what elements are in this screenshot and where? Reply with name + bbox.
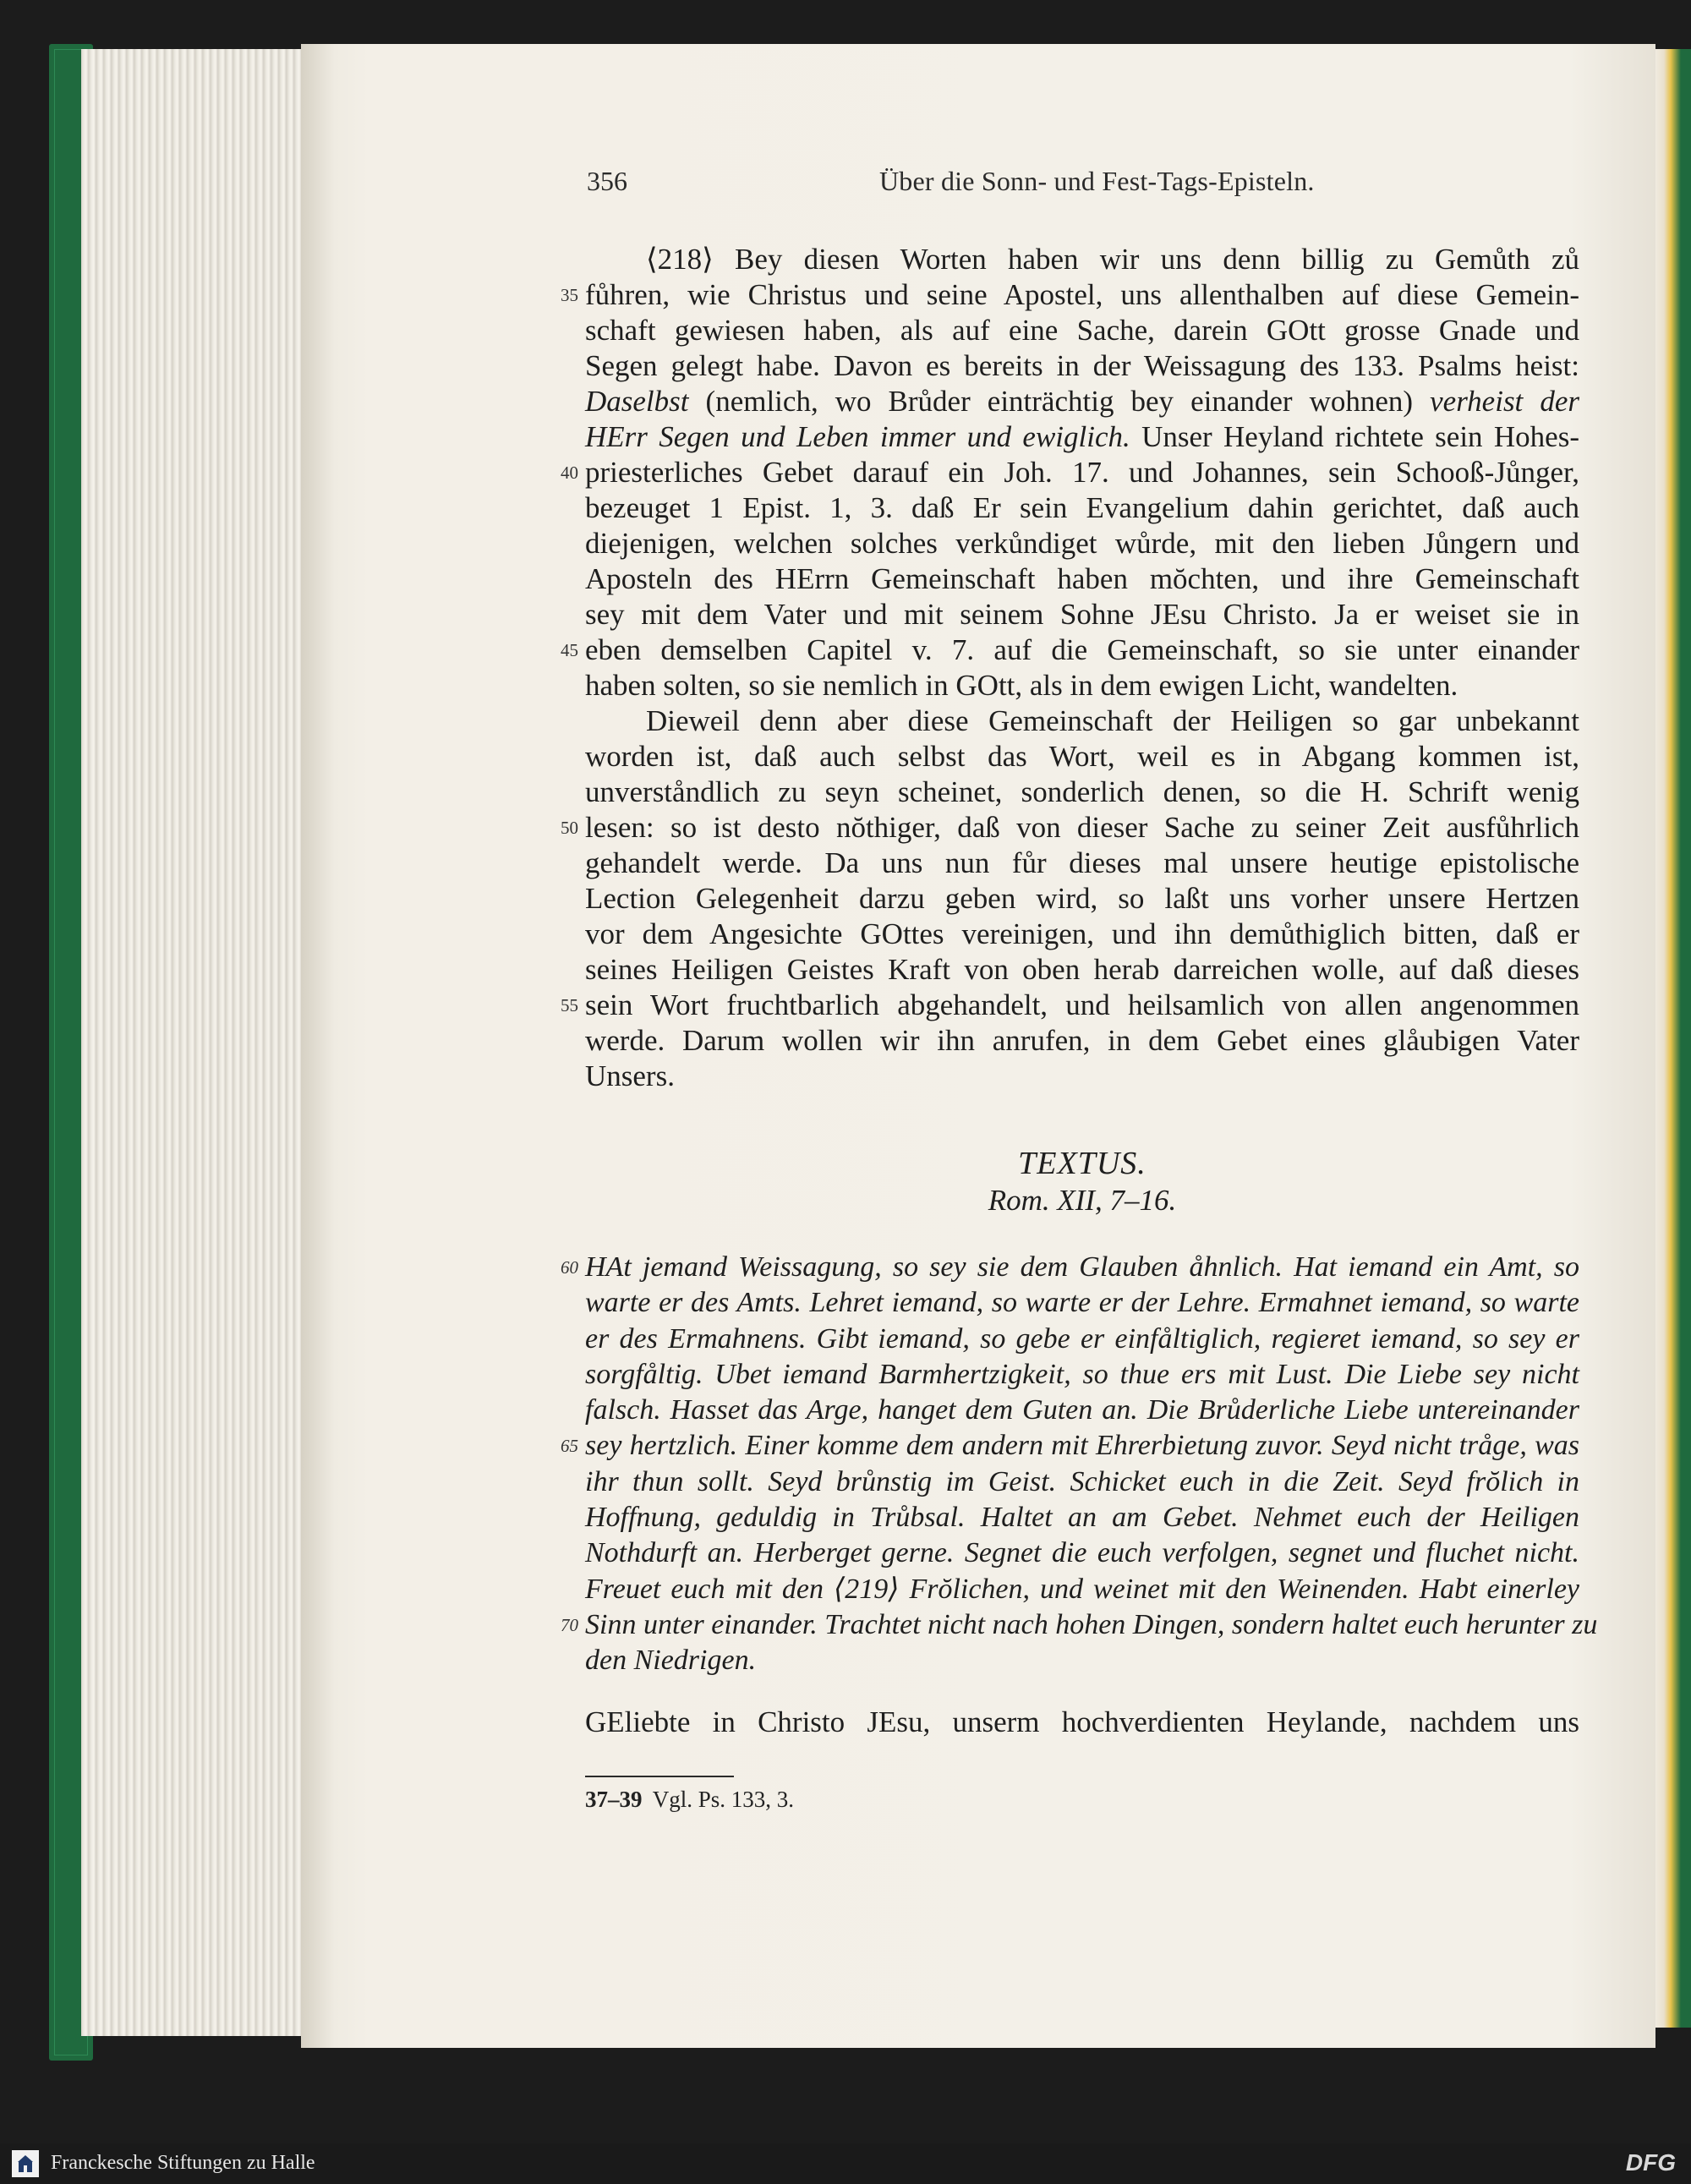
text-line: [585, 739, 1579, 775]
line-text: Unsers.: [585, 1059, 675, 1092]
line-text: haben solten, so sie nemlich in GOtt, als in dem ewigen Licht, wandelten.: [585, 669, 1458, 702]
line-text: lesen: so ist desto nŏthiger, daß von dieser Sache zu seiner Zeit ausfůhrlich: [585, 811, 1579, 844]
line-text: GEliebte in Christo JEsu, unserm hochverdienten Heylande, nachdem uns: [585, 1705, 1579, 1738]
line-text: worden ist, daß auch selbst das Wort, weil es in Abgang kommen ist,: [585, 740, 1579, 773]
line-text: HErr Segen und Leben immer und ewiglich. Unser Heyland richtete sein Hohes-: [585, 420, 1579, 453]
text-line: [585, 419, 1579, 455]
line-text: sey mit dem Vater und mit seinem Sohne JEsu Christo. Ja er weiset sie in: [585, 598, 1579, 631]
scripture-line: [585, 1357, 1579, 1393]
line-number: 35: [561, 285, 578, 305]
line-text: werde. Darum wollen wir ihn anrufen, in dem Gebet eines glåubigen Vater: [585, 1024, 1579, 1057]
footnote-text: Vgl. Ps. 133, 3.: [652, 1787, 795, 1812]
line-text: sey hertzlich. Einer komme dem andern mit Ehrerbietung zuvor. Seyd nicht tråge, was: [585, 1430, 1579, 1462]
scripture-line: [585, 1285, 1579, 1321]
text-line: [585, 561, 1579, 597]
institution-logo-icon: [12, 2150, 39, 2177]
line-text: Segen gelegt habe. Davon es bereits in der Weissagung des 133. Psalms heist:: [585, 349, 1579, 382]
scripture-line: [561, 1428, 1579, 1464]
book-cover-right: [1655, 49, 1691, 2028]
text-line: [561, 810, 1579, 846]
footer-institution: Franckesche Stiftungen zu Halle: [51, 2152, 315, 2174]
text-line: [585, 384, 1579, 419]
line-text: diejenigen, welchen solches verkůndiget wůrde, mit den lieben Jůngern und: [585, 527, 1579, 560]
scripture-line: [561, 1607, 1598, 1643]
text-line: [585, 668, 1579, 703]
line-text: unverståndlich zu seyn scheinet, sonderlich denen, so die H. Schrift wenig: [585, 775, 1579, 808]
line-text: HAt jemand Weissagung, so sey sie dem Glauben åhnlich. Hat iemand ein Amt, so: [585, 1251, 1579, 1283]
scripture-line: [561, 1250, 1579, 1285]
text-line: [585, 1023, 1579, 1059]
text-line: [585, 952, 1579, 988]
line-text: er des Ermahnens. Gibt iemand, so gebe er einfåltiglich, regieret iemand, so sey er: [585, 1322, 1579, 1355]
page-number: 356: [587, 166, 627, 196]
scripture-line: [585, 1322, 1579, 1357]
line-text: Nothdurft an. Herberget gerne. Segnet die euch verfolgen, segnet und fluchet nicht.: [585, 1537, 1579, 1569]
line-text: ⟨218⟩ Bey diesen Worten haben wir uns denn billig zu Gemůth zů: [646, 243, 1579, 276]
line-text: den Niedrigen.: [585, 1645, 757, 1677]
line-text: warte er des Amts. Lehret iemand, so warte er der Lehre. Ermahnet iemand, so warte: [585, 1287, 1579, 1319]
line-number: 50: [561, 818, 578, 838]
line-text: Sinn unter einander. Trachtet nicht nach hohen Dingen, sondern haltet euch herunter zu: [585, 1608, 1598, 1640]
body-text: [561, 242, 1579, 1094]
scripture-line: [585, 1535, 1579, 1571]
line-number: 40: [561, 463, 578, 483]
running-head-title: Über die Sonn- und Fest-Tags-Episteln.: [879, 166, 1315, 196]
line-text: falsch. Hasset das Arge, hanget dem Guten an. Die Brůderliche Liebe untereinander: [585, 1394, 1579, 1426]
line-text: Dieweil denn aber diese Gemeinschaft der Heiligen so gar unbekannt: [646, 704, 1579, 737]
scripture-line: [585, 1500, 1579, 1535]
line-text: gehandelt werde. Da uns nun fůr dieses mal unsere heutige epistolische: [585, 846, 1579, 879]
text-line: [585, 917, 1579, 952]
text-line: [585, 881, 1579, 917]
text-line: [585, 526, 1579, 561]
text-line: [585, 775, 1579, 810]
line-text: fůhren, wie Christus und seine Apostel, uns allenthalben auf diese Gemein-: [585, 278, 1579, 311]
line-text: vor dem Angesichte GOttes vereinigen, und ihn demůthiglich bitten, daß er: [585, 917, 1579, 950]
textus-block: [585, 1145, 1579, 1219]
scripture-line: [585, 1464, 1579, 1500]
footnote-ref: 37–39: [585, 1787, 643, 1812]
dfg-logo: DFG: [1625, 2149, 1676, 2176]
text-line: [585, 703, 1579, 739]
text-line: [561, 988, 1579, 1023]
scripture-text: [561, 1250, 1598, 1679]
textus-heading: TEXTUS.: [1018, 1146, 1146, 1181]
text-line: [585, 1059, 1579, 1094]
scripture-line: [585, 1393, 1579, 1428]
line-number: 55: [561, 995, 578, 1015]
text-line: [585, 348, 1579, 384]
line-text: priesterliches Gebet darauf ein Joh. 17. und Johannes, sein Schooß-Jůnger,: [585, 456, 1579, 489]
footnote-rule: [585, 1776, 734, 1777]
text-line: [585, 597, 1579, 632]
line-text: Hoffnung, geduldig in Trůbsal. Haltet an am Gebet. Nehmet euch der Heiligen: [585, 1502, 1579, 1534]
footnote: [585, 1782, 794, 1816]
text-line: [561, 277, 1579, 313]
text-line: [561, 455, 1579, 490]
line-text: Aposteln des HErrn Gemeinschaft haben mŏchten, und ihre Gemeinschaft: [585, 562, 1579, 595]
text-line: [585, 846, 1579, 881]
textus-reference: Rom. XII, 7–16.: [988, 1184, 1177, 1217]
text-line: [585, 490, 1579, 526]
scripture-line: [585, 1643, 1579, 1678]
text-line: [585, 242, 1579, 277]
line-text: seines Heiligen Geistes Kraft von oben herab darreichen wolle, auf daß dieses: [585, 953, 1579, 986]
line-number: 60: [561, 1257, 578, 1278]
line-text: sorgfåltig. Ubet iemand Barmhertzigkeit, so thue ers mit Lust. Die Liebe sey nicht: [585, 1358, 1579, 1390]
line-text: eben demselben Capitel v. 7. auf die Gemeinschaft, so sie unter einander: [585, 633, 1579, 666]
line-text: ihr thun sollt. Seyd brůnstig im Geist. Schicket euch in die Zeit. Seyd frŏlich in: [585, 1465, 1579, 1497]
running-head: [0, 166, 1691, 208]
line-number: 70: [561, 1614, 578, 1635]
line-number: 45: [561, 640, 578, 660]
footer-bar: [0, 2143, 1691, 2184]
page-edges: [81, 49, 304, 2036]
scripture-line: [585, 1572, 1579, 1607]
line-text: Lection Gelegenheit darzu geben wird, so laßt uns vorher unsere Hertzen: [585, 882, 1579, 915]
text-line: [561, 632, 1579, 668]
line-text: schaft gewiesen haben, als auf eine Sache, darein GOtt grosse Gnade und: [585, 314, 1579, 347]
line-text: bezeuget 1 Epist. 1, 3. daß Er sein Evangelium dahin gerichtet, daß auch: [585, 491, 1579, 524]
line-number: 65: [561, 1436, 578, 1457]
line-text: Freuet euch mit den ⟨219⟩ Frŏlichen, und weinet mit den Weinenden. Habt einerley: [585, 1573, 1579, 1605]
sermon-opening: [585, 1705, 1579, 1740]
line-text: Daselbst (nemlich, wo Brůder einträchtig bey einander wohnen) verheist der: [585, 385, 1579, 418]
sermon-opening-line: [585, 1705, 1579, 1740]
line-text: sein Wort fruchtbarlich abgehandelt, und heilsamlich von allen angenommen: [585, 988, 1579, 1021]
text-line: [585, 313, 1579, 348]
